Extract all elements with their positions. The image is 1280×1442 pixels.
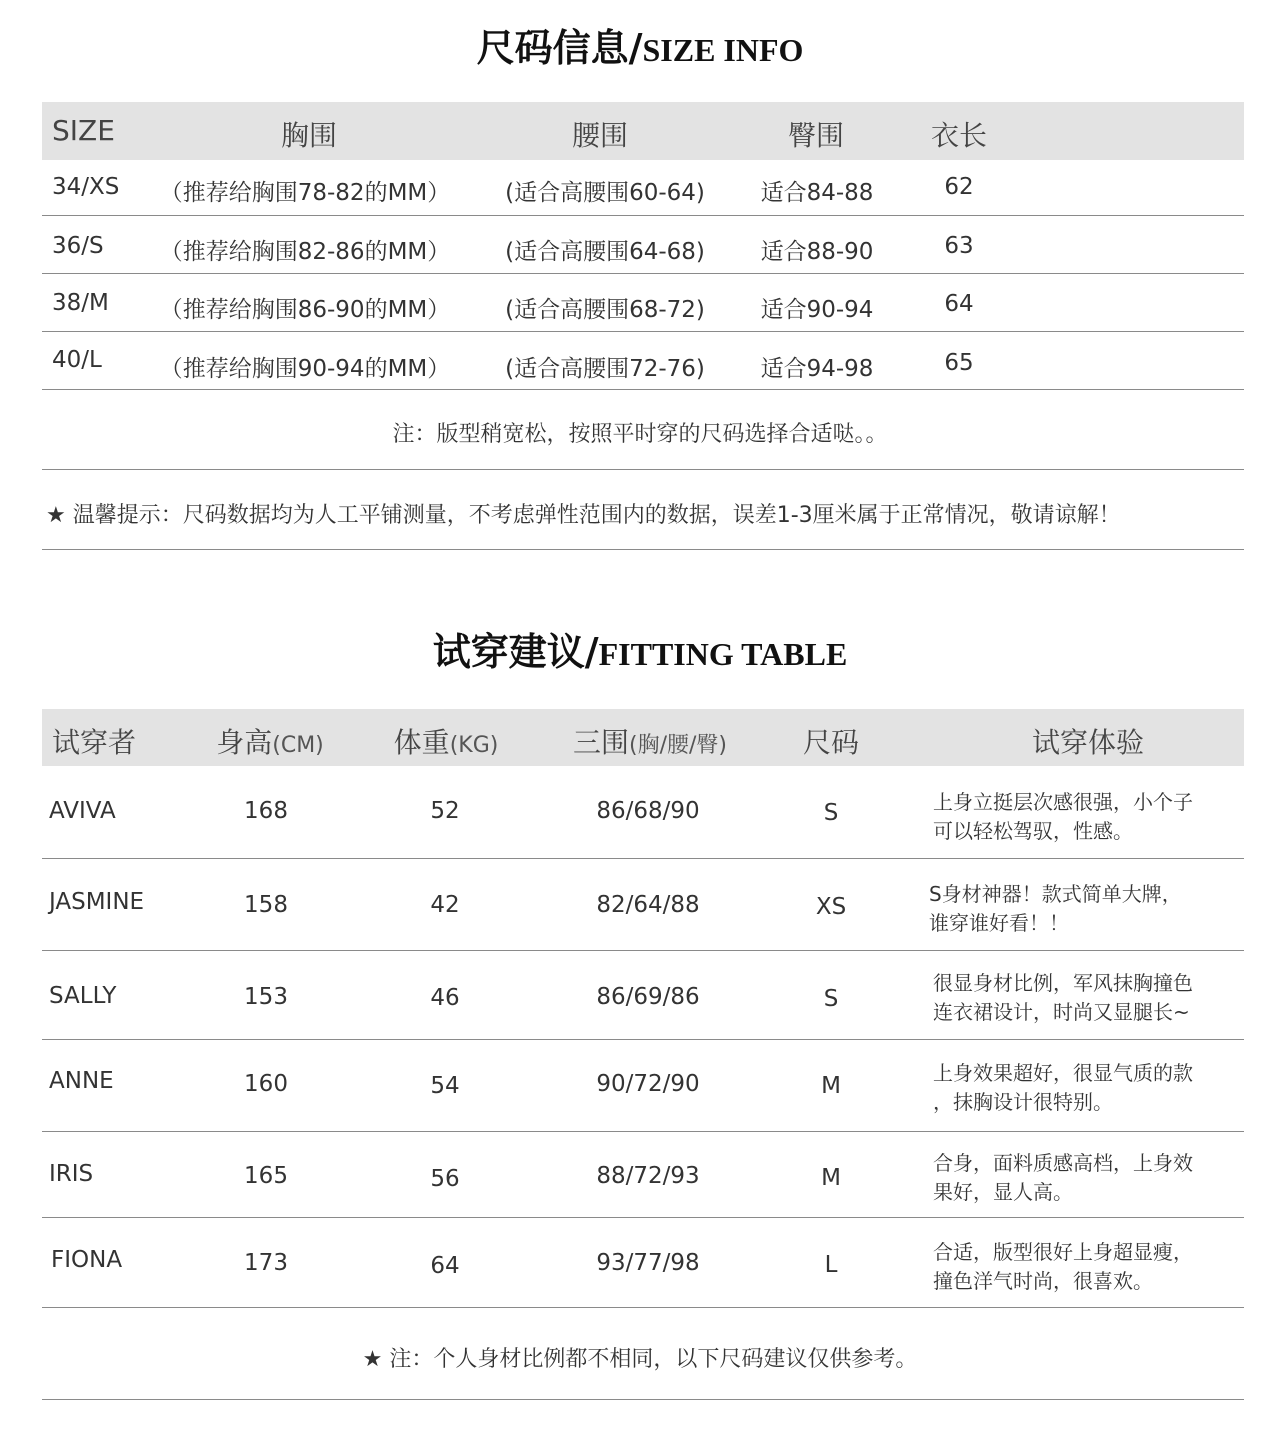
fitting-row-2-name: JASMINE xyxy=(49,889,145,915)
fitting-row-5-weight: 56 xyxy=(430,1166,460,1192)
fitting-row-2-weight: 42 xyxy=(430,892,460,918)
fitting-row-3-experience xyxy=(933,969,1193,1027)
fitting-note-divider xyxy=(42,1399,1244,1400)
fitting-header-height-label: 身高 xyxy=(216,726,273,759)
size-row-divider xyxy=(42,273,1244,274)
fitting-header-size: 尺码 xyxy=(802,726,860,759)
size-row-1-length: 62 xyxy=(944,174,974,200)
size-header-waist: 腰围 xyxy=(571,119,629,152)
fitting-row-1-experience-line2: 可以轻松驾驭，性感。 xyxy=(933,819,1133,843)
fitting-row-divider xyxy=(42,1307,1244,1308)
size-info-title-cn: 尺码信息/ xyxy=(476,26,643,70)
fitting-header-tester: 试穿者 xyxy=(52,726,137,759)
fitting-row-5-measure: 88/72/93 xyxy=(596,1163,700,1189)
size-row-4-size: 40/L xyxy=(52,347,102,373)
size-row-1-size: 34/XS xyxy=(52,174,120,200)
size-row-2-waist: (适合高腰围64-68) xyxy=(505,239,705,265)
size-header-hip: 臀围 xyxy=(787,119,845,152)
fitting-row-5-experience xyxy=(933,1149,1193,1207)
fitting-row-2-size: XS xyxy=(815,894,847,920)
fitting-row-6-weight: 64 xyxy=(430,1253,460,1279)
fitting-header-weight-unit: (KG) xyxy=(449,733,499,758)
size-header-bust: 胸围 xyxy=(280,119,338,152)
size-row-3-hip: 适合90-94 xyxy=(760,297,874,323)
size-row-3-waist: (适合高腰围68-72) xyxy=(505,297,705,323)
fitting-row-6-experience-line1: 合适，版型很好上身超显瘦， xyxy=(933,1240,1193,1264)
size-row-2-size: 36/S xyxy=(52,233,104,259)
fitting-row-6-experience-line2: 撞色洋气时尚，很喜欢。 xyxy=(933,1269,1153,1293)
fitting-row-4-experience-line2: ，抹胸设计很特别。 xyxy=(933,1090,1113,1114)
size-info-title-en: SIZE INFO xyxy=(642,32,804,68)
fitting-row-4-weight: 54 xyxy=(430,1073,460,1099)
fitting-row-2-experience xyxy=(929,880,1182,938)
fitting-row-1-measure: 86/68/90 xyxy=(596,798,700,824)
fitting-row-divider xyxy=(42,858,1244,859)
fitting-row-3-experience-line2: 连衣裙设计，时尚又显腿长~ xyxy=(933,1000,1190,1024)
size-tip: ★ 温馨提示：尺码数据均为人工平铺测量，不考虑弹性范围内的数据，误差1-3厘米属于正常情况，敬请谅解！ xyxy=(46,503,1121,528)
size-row-3-size: 38/M xyxy=(52,290,109,316)
fitting-row-3-name: SALLY xyxy=(49,983,117,1009)
fitting-header-measure-unit: (胸/腰/臀) xyxy=(629,733,728,758)
fitting-row-3-experience-line1: 很显身材比例，军风抹胸撞色 xyxy=(933,971,1193,995)
fitting-row-divider xyxy=(42,1039,1244,1040)
size-row-divider xyxy=(42,331,1244,332)
fitting-row-2-measure: 82/64/88 xyxy=(596,892,700,918)
fitting-row-divider xyxy=(42,1131,1244,1132)
fitting-row-3-measure: 86/69/86 xyxy=(596,984,700,1010)
fitting-row-4-size: M xyxy=(821,1073,841,1099)
fitting-header-measure xyxy=(573,721,727,761)
fitting-row-6-experience xyxy=(933,1238,1193,1296)
fitting-row-5-experience-line1: 合身，面料质感高档，上身效 xyxy=(933,1151,1193,1175)
fitting-row-6-height: 173 xyxy=(244,1250,288,1276)
size-row-2-hip: 适合88-90 xyxy=(760,239,874,265)
size-table-header xyxy=(42,102,1244,160)
size-row-divider xyxy=(42,389,1244,390)
fitting-row-4-measure: 90/72/90 xyxy=(596,1071,700,1097)
size-row-4-hip: 适合94-98 xyxy=(760,356,874,382)
size-row-2-bust: （推荐给胸围82-86的MM） xyxy=(159,239,451,265)
fitting-row-4-name: ANNE xyxy=(49,1068,114,1094)
fitting-row-6-name: FIONA xyxy=(51,1247,123,1273)
fitting-row-2-experience-line1: S身材神器！款式简单大牌， xyxy=(929,882,1182,906)
fitting-row-5-height: 165 xyxy=(244,1163,288,1189)
size-row-3-bust: （推荐给胸围86-90的MM） xyxy=(159,297,451,323)
fitting-row-5-size: M xyxy=(821,1165,841,1191)
size-header-size: SIZE xyxy=(52,114,115,147)
size-row-1-hip: 适合84-88 xyxy=(760,180,874,206)
size-row-1-bust: （推荐给胸围78-82的MM） xyxy=(159,180,451,206)
fitting-row-3-height: 153 xyxy=(244,984,288,1010)
fitting-row-5-experience-line2: 果好，显人高。 xyxy=(933,1180,1073,1204)
fitting-row-4-height: 160 xyxy=(244,1071,288,1097)
fitting-row-5-name: IRIS xyxy=(49,1161,94,1187)
fitting-row-1-size: S xyxy=(823,800,839,826)
fitting-title-en: FITTING TABLE xyxy=(598,636,848,672)
fitting-row-1-height: 168 xyxy=(244,798,288,824)
fitting-row-1-weight: 52 xyxy=(430,798,460,824)
size-info-title xyxy=(0,17,1280,72)
fitting-row-1-name: AVIVA xyxy=(49,798,116,824)
size-header-length: 衣长 xyxy=(930,119,988,152)
fitting-row-divider xyxy=(42,1217,1244,1218)
size-row-4-waist: (适合高腰围72-76) xyxy=(505,356,705,382)
size-tip-divider xyxy=(42,549,1244,550)
fitting-header-height xyxy=(216,721,324,761)
fitting-row-2-experience-line2: 谁穿谁好看！！ xyxy=(929,911,1069,935)
fitting-title xyxy=(0,621,1280,676)
fitting-row-4-experience-line1: 上身效果超好，很显气质的款 xyxy=(933,1061,1193,1085)
fitting-row-1-experience-line1: 上身立挺层次感很强，小个子 xyxy=(933,790,1193,814)
size-note: 注：版型稍宽松，按照平时穿的尺码选择合适哒。。 xyxy=(392,422,888,447)
size-note-divider xyxy=(42,469,1244,470)
fitting-row-6-size: L xyxy=(824,1252,838,1278)
fitting-row-1-experience xyxy=(933,788,1193,846)
size-row-4-bust: （推荐给胸围90-94的MM） xyxy=(159,356,451,382)
fitting-header-weight xyxy=(394,721,499,761)
size-row-2-length: 63 xyxy=(944,233,974,259)
fitting-header-weight-label: 体重 xyxy=(393,726,450,759)
fitting-row-3-weight: 46 xyxy=(430,985,460,1011)
fitting-row-3-size: S xyxy=(823,986,839,1012)
fitting-row-6-measure: 93/77/98 xyxy=(596,1250,700,1276)
fitting-header-height-unit: (CM) xyxy=(272,733,324,758)
fitting-row-2-height: 158 xyxy=(244,892,288,918)
fitting-header-experience: 试穿体验 xyxy=(1031,726,1145,759)
fitting-row-4-experience xyxy=(933,1059,1193,1117)
fitting-title-cn: 试穿建议/ xyxy=(432,630,599,674)
fitting-header-measure-label: 三围 xyxy=(572,726,630,759)
size-row-1-waist: (适合高腰围60-64) xyxy=(505,180,705,206)
size-row-divider xyxy=(42,215,1244,216)
fitting-note: ★ 注：个人身材比例都不相同，以下尺码建议仅供参考。 xyxy=(362,1347,918,1372)
size-row-4-length: 65 xyxy=(944,350,974,376)
size-row-3-length: 64 xyxy=(944,291,974,317)
fitting-row-divider xyxy=(42,950,1244,951)
